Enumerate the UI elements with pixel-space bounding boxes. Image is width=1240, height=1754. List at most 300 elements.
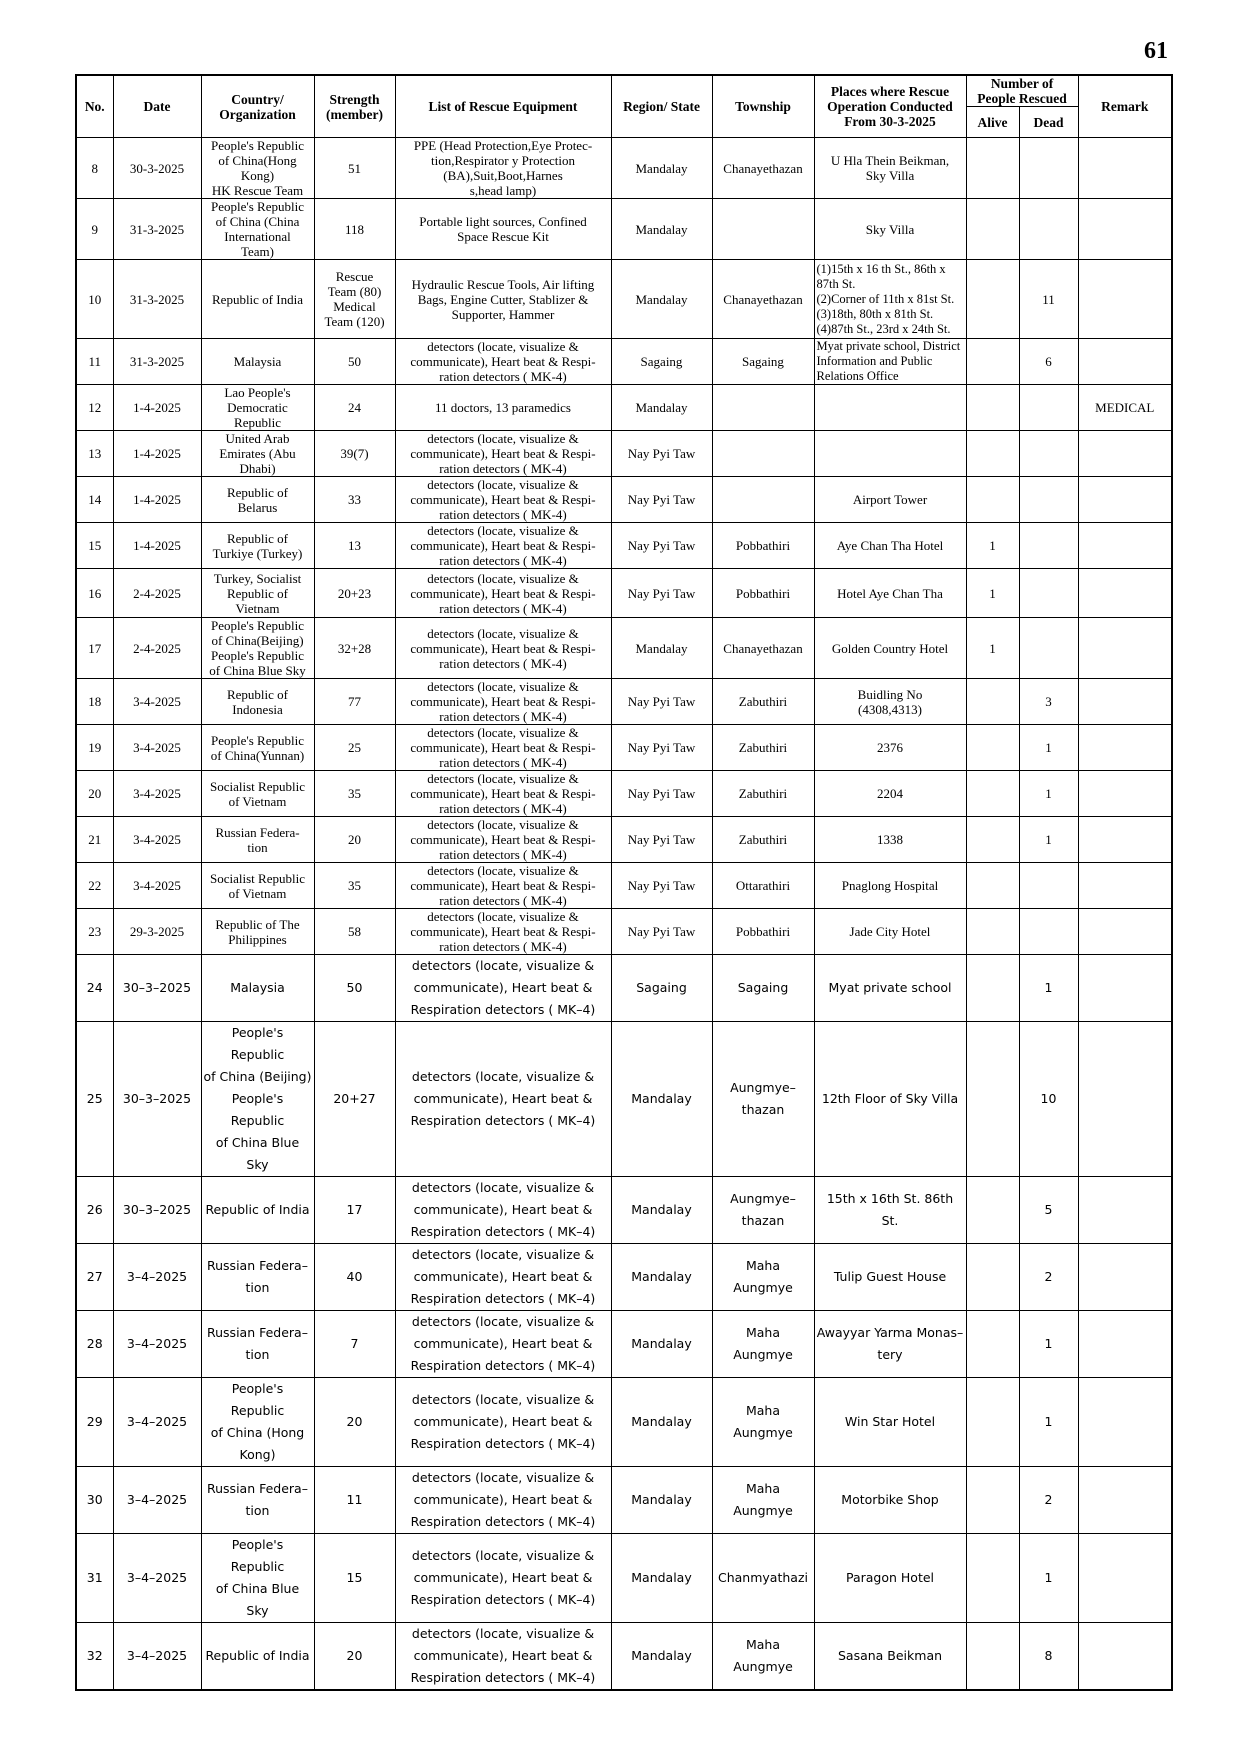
cell-dead: 3 [1019,679,1078,725]
cell-dead: 1 [1019,1311,1078,1378]
cell-dead [1019,569,1078,618]
cell-country: Malaysia [201,339,314,385]
table-row [76,385,1172,431]
cell-no: 27 [76,1244,113,1311]
cell-region: Mandalay [611,1378,712,1467]
cell-places: Pnaglong Hospital [814,863,966,909]
cell-equipment: detectors (locate, visualize & communicate), Heart beat & Respi- ration detectors ( MK-4) [395,618,611,679]
cell-country: People's Republic of China (Beijing) People's Republic of China Blue Sky [201,1022,314,1177]
table-row [76,863,1172,909]
cell-region: Mandalay [611,1534,712,1623]
cell-places: (1)15th x 16 th St., 86th x 87th St. (2)Corner of 11th x 81st St. (3)18th, 80th x 81th St. (4)87th St., 23rd x 24th St. [814,260,966,339]
cell-date: 3–4–2025 [113,1467,201,1534]
cell-dead [1019,138,1078,199]
header-region: Region/ State [611,75,712,138]
cell-region: Mandalay [611,1311,712,1378]
cell-country: Republic of India [201,1623,314,1691]
cell-township: Ottarathiri [712,863,814,909]
cell-date: 2-4-2025 [113,569,201,618]
cell-remark [1078,1177,1172,1244]
cell-country: Lao People's Democratic Republic [201,385,314,431]
cell-country: People's Republic of China (Hong Kong) [201,1378,314,1467]
cell-places [814,431,966,477]
table-row [76,955,1172,1022]
cell-date: 31-3-2025 [113,339,201,385]
cell-remark [1078,1244,1172,1311]
cell-no: 17 [76,618,113,679]
cell-region: Mandalay [611,1623,712,1691]
cell-township: Aungmye– thazan [712,1177,814,1244]
cell-date: 3–4–2025 [113,1534,201,1623]
table-header [76,75,1172,138]
cell-township: Zabuthiri [712,679,814,725]
cell-dead: 1 [1019,725,1078,771]
cell-remark [1078,569,1172,618]
cell-no: 8 [76,138,113,199]
cell-strength: 20+23 [314,569,395,618]
cell-alive [966,477,1019,523]
cell-strength: 77 [314,679,395,725]
cell-alive [966,339,1019,385]
table-row [76,477,1172,523]
cell-equipment: detectors (locate, visualize & communicate), Heart beat & Respiration detectors ( MK–4) [395,955,611,1022]
header-no: No. [76,75,113,138]
cell-dead [1019,199,1078,260]
table-body [76,138,1172,1691]
cell-country: Republic of India [201,260,314,339]
cell-equipment: detectors (locate, visualize & communicate), Heart beat & Respi- ration detectors ( MK-4) [395,771,611,817]
cell-township: Sagaing [712,955,814,1022]
cell-no: 24 [76,955,113,1022]
cell-alive [966,385,1019,431]
cell-equipment: detectors (locate, visualize & communicate), Heart beat & Respi- ration detectors ( MK-4) [395,523,611,569]
cell-date: 30–3–2025 [113,955,201,1022]
cell-equipment: detectors (locate, visualize & communicate), Heart beat & Respi- ration detectors ( MK-4) [395,339,611,385]
cell-strength: 50 [314,955,395,1022]
cell-date: 1-4-2025 [113,477,201,523]
cell-region: Nay Pyi Taw [611,817,712,863]
cell-region: Mandalay [611,199,712,260]
cell-alive [966,1534,1019,1623]
cell-region: Nay Pyi Taw [611,431,712,477]
cell-alive [966,817,1019,863]
cell-township: Pobbathiri [712,523,814,569]
cell-remark [1078,863,1172,909]
cell-country: Socialist Republic of Vietnam [201,863,314,909]
cell-dead [1019,385,1078,431]
header-people-rescued: Number of People Rescued [966,75,1078,107]
cell-alive [966,863,1019,909]
cell-region: Mandalay [611,1244,712,1311]
cell-strength: 32+28 [314,618,395,679]
cell-alive [966,1623,1019,1691]
cell-alive: 1 [966,523,1019,569]
table-row [76,679,1172,725]
cell-dead: 8 [1019,1623,1078,1691]
page-number: 61 [1144,38,1168,64]
cell-places: 12th Floor of Sky Villa [814,1022,966,1177]
cell-region: Nay Pyi Taw [611,477,712,523]
cell-region: Nay Pyi Taw [611,523,712,569]
header-township: Township [712,75,814,138]
cell-date: 30–3–2025 [113,1177,201,1244]
cell-equipment: detectors (locate, visualize & communicate), Heart beat & Respi- ration detectors ( MK-4) [395,863,611,909]
cell-country: Russian Federa– tion [201,1467,314,1534]
cell-remark [1078,260,1172,339]
cell-remark [1078,523,1172,569]
cell-date: 3–4–2025 [113,1378,201,1467]
header-dead: Dead [1019,107,1078,138]
cell-equipment: detectors (locate, visualize & communicate), Heart beat & Respi- ration detectors ( MK-4) [395,817,611,863]
cell-country: Republic of The Philippines [201,909,314,955]
cell-places: U Hla Thein Beikman, Sky Villa [814,138,966,199]
cell-places: Motorbike Shop [814,1467,966,1534]
table-row [76,817,1172,863]
cell-no: 16 [76,569,113,618]
cell-date: 1-4-2025 [113,523,201,569]
cell-remark [1078,339,1172,385]
cell-date: 31-3-2025 [113,260,201,339]
cell-alive [966,1244,1019,1311]
cell-no: 21 [76,817,113,863]
cell-strength: 58 [314,909,395,955]
cell-township: Chanayethazan [712,260,814,339]
header-date: Date [113,75,201,138]
cell-date: 2-4-2025 [113,618,201,679]
cell-alive [966,260,1019,339]
cell-strength: 24 [314,385,395,431]
cell-region: Mandalay [611,138,712,199]
cell-dead [1019,909,1078,955]
cell-region: Nay Pyi Taw [611,679,712,725]
cell-region: Sagaing [611,339,712,385]
cell-region: Mandalay [611,1467,712,1534]
cell-region: Mandalay [611,385,712,431]
cell-no: 23 [76,909,113,955]
cell-equipment: detectors (locate, visualize & communicate), Heart beat & Respiration detectors ( MK–4) [395,1534,611,1623]
cell-strength: 118 [314,199,395,260]
cell-no: 19 [76,725,113,771]
cell-date: 30–3–2025 [113,1022,201,1177]
cell-township: Chanayethazan [712,138,814,199]
cell-township: Pobbathiri [712,909,814,955]
cell-strength: 40 [314,1244,395,1311]
cell-township: Zabuthiri [712,817,814,863]
cell-strength: 20 [314,1378,395,1467]
cell-strength: 11 [314,1467,395,1534]
cell-date: 1-4-2025 [113,385,201,431]
table-row [76,1177,1172,1244]
cell-alive [966,1378,1019,1467]
cell-alive [966,725,1019,771]
cell-township: Zabuthiri [712,725,814,771]
cell-equipment: detectors (locate, visualize & communicate), Heart beat & Respiration detectors ( MK–4) [395,1177,611,1244]
cell-equipment: detectors (locate, visualize & communicate), Heart beat & Respi- ration detectors ( MK-4) [395,431,611,477]
header-remark: Remark [1078,75,1172,138]
cell-township: Aungmye– thazan [712,1022,814,1177]
cell-places: Win Star Hotel [814,1378,966,1467]
cell-date: 3–4–2025 [113,1244,201,1311]
cell-country: Republic of India [201,1177,314,1244]
cell-township: Pobbathiri [712,569,814,618]
cell-alive [966,1022,1019,1177]
cell-places: Sasana Beikman [814,1623,966,1691]
cell-township: Chanayethazan [712,618,814,679]
cell-remark [1078,431,1172,477]
cell-places: 2376 [814,725,966,771]
cell-date: 3-4-2025 [113,863,201,909]
table-row [76,431,1172,477]
cell-township [712,385,814,431]
table-row [76,523,1172,569]
table-row [76,260,1172,339]
cell-dead: 11 [1019,260,1078,339]
table-row [76,1311,1172,1378]
cell-equipment: detectors (locate, visualize & communicate), Heart beat & Respiration detectors ( MK–4) [395,1311,611,1378]
cell-no: 29 [76,1378,113,1467]
cell-township: Maha Aungmye [712,1623,814,1691]
cell-strength: 7 [314,1311,395,1378]
table-row [76,199,1172,260]
cell-equipment: detectors (locate, visualize & communicate), Heart beat & Respiration detectors ( MK–4) [395,1378,611,1467]
cell-region: Nay Pyi Taw [611,909,712,955]
cell-region: Nay Pyi Taw [611,863,712,909]
cell-equipment: PPE (Head Protection,Eye Protec- tion,Respirator y Protection (BA),Suit,Boot,Harnes s,head lamp) [395,138,611,199]
cell-dead [1019,431,1078,477]
header-strength: Strength (member) [314,75,395,138]
cell-country: Republic of Belarus [201,477,314,523]
cell-strength: 17 [314,1177,395,1244]
cell-places: 2204 [814,771,966,817]
cell-places: Awayyar Yarma Monas– tery [814,1311,966,1378]
cell-dead [1019,863,1078,909]
cell-no: 22 [76,863,113,909]
cell-dead: 5 [1019,1177,1078,1244]
cell-dead [1019,618,1078,679]
cell-remark [1078,138,1172,199]
table-row [76,771,1172,817]
cell-date: 3-4-2025 [113,725,201,771]
header-country: Country/ Organization [201,75,314,138]
cell-country: Turkey, Socialist Republic of Vietnam [201,569,314,618]
cell-no: 32 [76,1623,113,1691]
cell-remark [1078,1534,1172,1623]
cell-strength: 35 [314,771,395,817]
cell-strength: 13 [314,523,395,569]
cell-township: Maha Aungmye [712,1467,814,1534]
cell-no: 30 [76,1467,113,1534]
cell-places: Jade City Hotel [814,909,966,955]
table-row [76,1378,1172,1467]
cell-strength: 33 [314,477,395,523]
cell-dead: 1 [1019,771,1078,817]
cell-township [712,431,814,477]
cell-equipment: Portable light sources, Confined Space Rescue Kit [395,199,611,260]
cell-no: 20 [76,771,113,817]
cell-date: 3–4–2025 [113,1623,201,1691]
cell-country: Russian Federa- tion [201,817,314,863]
cell-remark [1078,725,1172,771]
cell-strength: 25 [314,725,395,771]
cell-date: 31-3-2025 [113,199,201,260]
cell-dead: 10 [1019,1022,1078,1177]
cell-country: Russian Federa– tion [201,1244,314,1311]
cell-equipment: detectors (locate, visualize & communicate), Heart beat & Respiration detectors ( MK–4) [395,1022,611,1177]
cell-remark [1078,199,1172,260]
cell-remark [1078,679,1172,725]
cell-remark [1078,955,1172,1022]
cell-no: 31 [76,1534,113,1623]
header-alive: Alive [966,107,1019,138]
cell-alive [966,1177,1019,1244]
cell-country: People's Republic of China(Beijing) People's Republic of China Blue Sky [201,618,314,679]
cell-alive [966,199,1019,260]
cell-country: People's Republic of China(Hong Kong) HK Rescue Team [201,138,314,199]
cell-equipment: detectors (locate, visualize & communicate), Heart beat & Respiration detectors ( MK–4) [395,1623,611,1691]
cell-country: Russian Federa– tion [201,1311,314,1378]
cell-strength: Rescue Team (80) Medical Team (120) [314,260,395,339]
cell-remark [1078,477,1172,523]
table-row [76,618,1172,679]
cell-date: 3-4-2025 [113,817,201,863]
cell-places: Airport Tower [814,477,966,523]
cell-places: Myat private school, District Information and Public Relations Office [814,339,966,385]
cell-country: People's Republic of China Blue Sky [201,1534,314,1623]
cell-strength: 20 [314,1623,395,1691]
cell-township: Sagaing [712,339,814,385]
cell-strength: 20+27 [314,1022,395,1177]
cell-equipment: Hydraulic Rescue Tools, Air lifting Bags, Engine Cutter, Stablizer & Supporter, Hammer [395,260,611,339]
cell-township: Maha Aungmye [712,1244,814,1311]
cell-region: Mandalay [611,1177,712,1244]
cell-remark [1078,1311,1172,1378]
cell-country: Malaysia [201,955,314,1022]
cell-date: 29-3-2025 [113,909,201,955]
cell-dead: 1 [1019,1534,1078,1623]
table-row [76,909,1172,955]
cell-equipment: detectors (locate, visualize & communicate), Heart beat & Respi- ration detectors ( MK-4) [395,569,611,618]
cell-township [712,477,814,523]
cell-equipment: detectors (locate, visualize & communicate), Heart beat & Respi- ration detectors ( MK-4) [395,725,611,771]
cell-township: Chanmyathazi [712,1534,814,1623]
cell-no: 11 [76,339,113,385]
cell-strength: 50 [314,339,395,385]
cell-no: 28 [76,1311,113,1378]
cell-no: 14 [76,477,113,523]
cell-places: 15th x 16th St. 86th St. [814,1177,966,1244]
cell-dead: 6 [1019,339,1078,385]
cell-date: 3–4–2025 [113,1311,201,1378]
cell-remark: MEDICAL [1078,385,1172,431]
cell-township: Maha Aungmye [712,1378,814,1467]
cell-equipment: detectors (locate, visualize & communicate), Heart beat & Respi- ration detectors ( MK-4) [395,679,611,725]
cell-remark [1078,771,1172,817]
cell-country: People's Republic of China(Yunnan) [201,725,314,771]
cell-places [814,385,966,431]
cell-dead: 1 [1019,1378,1078,1467]
cell-region: Nay Pyi Taw [611,569,712,618]
cell-township: Zabuthiri [712,771,814,817]
cell-region: Sagaing [611,955,712,1022]
cell-equipment: detectors (locate, visualize & communicate), Heart beat & Respi- ration detectors ( MK-4) [395,909,611,955]
cell-region: Mandalay [611,260,712,339]
table-row [76,1467,1172,1534]
cell-country: Republic of Turkiye (Turkey) [201,523,314,569]
cell-places: Hotel Aye Chan Tha [814,569,966,618]
cell-no: 15 [76,523,113,569]
table-row [76,1534,1172,1623]
cell-no: 9 [76,199,113,260]
cell-region: Mandalay [611,1022,712,1177]
cell-places: Aye Chan Tha Hotel [814,523,966,569]
table-row [76,1244,1172,1311]
cell-dead [1019,477,1078,523]
cell-date: 1-4-2025 [113,431,201,477]
header-places: Places where Rescue Operation Conducted From 30-3-2025 [814,75,966,138]
cell-places: 1338 [814,817,966,863]
table-row [76,569,1172,618]
cell-township [712,199,814,260]
table-row [76,1623,1172,1691]
table-row [76,725,1172,771]
cell-alive [966,138,1019,199]
cell-date: 30-3-2025 [113,138,201,199]
cell-equipment: detectors (locate, visualize & communicate), Heart beat & Respiration detectors ( MK–4) [395,1244,611,1311]
cell-region: Mandalay [611,618,712,679]
cell-no: 12 [76,385,113,431]
cell-equipment: 11 doctors, 13 paramedics [395,385,611,431]
cell-no: 10 [76,260,113,339]
cell-country: Socialist Republic of Vietnam [201,771,314,817]
cell-strength: 51 [314,138,395,199]
cell-alive: 1 [966,618,1019,679]
cell-alive [966,1311,1019,1378]
cell-alive [966,909,1019,955]
cell-dead: 2 [1019,1467,1078,1534]
cell-remark [1078,1378,1172,1467]
cell-country: Republic of Indonesia [201,679,314,725]
cell-dead: 1 [1019,817,1078,863]
table-row [76,138,1172,199]
cell-alive: 1 [966,569,1019,618]
cell-region: Nay Pyi Taw [611,725,712,771]
cell-strength: 15 [314,1534,395,1623]
cell-equipment: detectors (locate, visualize & communicate), Heart beat & Respi- ration detectors ( MK-4) [395,477,611,523]
table-row [76,1022,1172,1177]
cell-remark [1078,618,1172,679]
table-row [76,339,1172,385]
cell-remark [1078,1623,1172,1691]
cell-date: 3-4-2025 [113,771,201,817]
cell-remark [1078,817,1172,863]
cell-places: Paragon Hotel [814,1534,966,1623]
cell-places: Sky Villa [814,199,966,260]
cell-remark [1078,909,1172,955]
cell-remark [1078,1467,1172,1534]
cell-dead [1019,523,1078,569]
cell-no: 26 [76,1177,113,1244]
cell-no: 13 [76,431,113,477]
rescue-teams-table [75,74,1173,1691]
cell-alive [966,679,1019,725]
cell-date: 3-4-2025 [113,679,201,725]
cell-remark [1078,1022,1172,1177]
cell-places: Myat private school [814,955,966,1022]
cell-country: United Arab Emirates (Abu Dhabi) [201,431,314,477]
cell-alive [966,955,1019,1022]
header-equipment: List of Rescue Equipment [395,75,611,138]
cell-no: 25 [76,1022,113,1177]
